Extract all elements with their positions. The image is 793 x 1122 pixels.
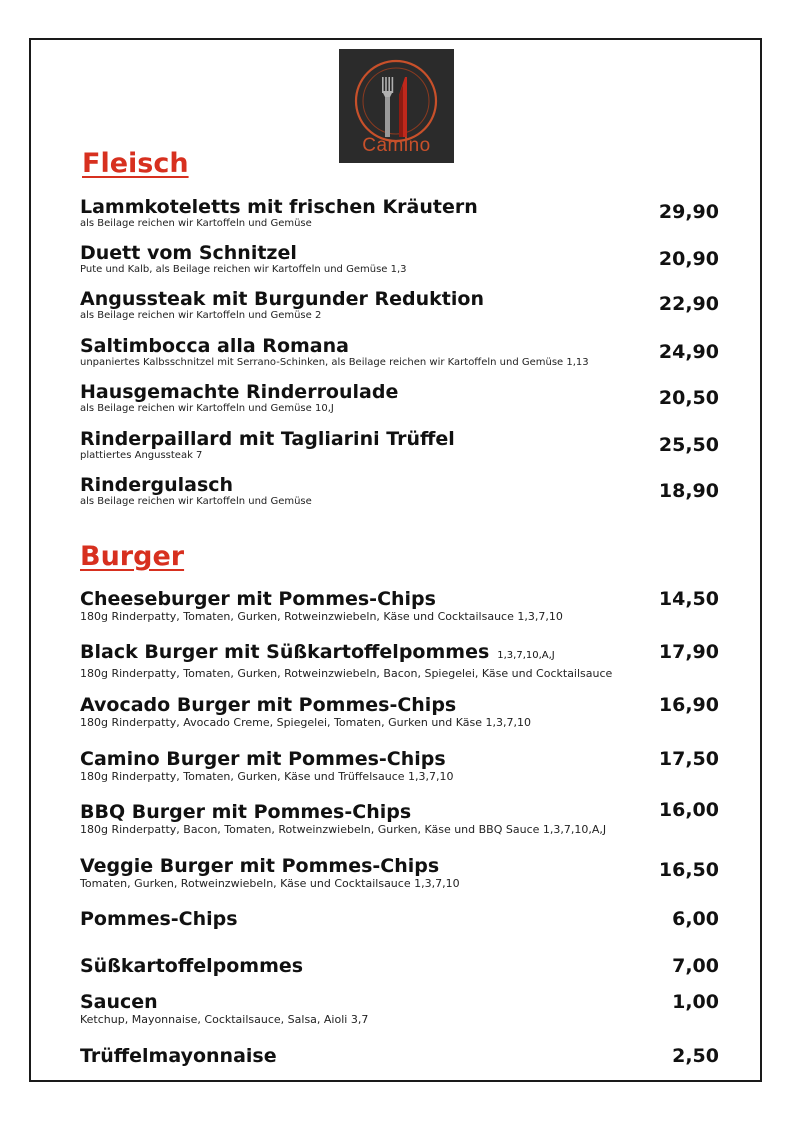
menu-item (80, 1045, 725, 1067)
menu-item (80, 855, 725, 891)
menu-item-name-text: Avocado Burger mit Pommes-Chips (80, 694, 457, 716)
menu-item-name-text: Black Burger mit Süßkartoffelpommes (80, 641, 490, 663)
menu-item-name-text: Hausgemachte Rinderroulade (80, 381, 399, 403)
menu-item-name-text: Lammkoteletts mit frischen Kräutern (80, 196, 478, 218)
section-title-burger: Burger (80, 541, 185, 572)
menu-item-name (80, 588, 725, 610)
menu-item-price: 20,50 (658, 387, 719, 409)
menu-item-price: 6,00 (672, 908, 719, 930)
menu-item-description: 180g Rinderpatty, Tomaten, Gurken, Käse und Trüffelsauce 1,3,7,10 (80, 770, 454, 783)
menu-item-name-text: Duett vom Schnitzel (80, 242, 297, 264)
menu-item-description: unpaniertes Kalbsschnitzel mit Serrano-Schinken, als Beilage reichen wir Kartoffeln und Gemüse 1,13 (80, 357, 589, 368)
menu-item-name-text: Angussteak mit Burgunder Reduktion (80, 288, 484, 310)
menu-item-description: Ketchup, Mayonnaise, Cocktailsauce, Salsa, Aioli 3,7 (80, 1013, 369, 1026)
menu-item-description: 180g Rinderpatty, Tomaten, Gurken, Rotweinzwiebeln, Käse und Cocktailsauce 1,3,7,10 (80, 610, 563, 623)
menu-item-price: 1,00 (672, 991, 719, 1013)
menu-item-price: 16,00 (658, 799, 719, 821)
menu-item-name-text: Pommes-Chips (80, 908, 238, 930)
menu-item (80, 335, 725, 369)
menu-item-price: 16,90 (658, 694, 719, 716)
menu-item (80, 991, 725, 1027)
menu-item-description: 180g Rinderpatty, Avocado Creme, Spiegelei, Tomaten, Gurken und Käse 1,3,7,10 (80, 716, 531, 729)
menu-item-name (80, 1045, 725, 1067)
menu-item-name (80, 288, 725, 310)
section-title-fleisch: Fleisch (82, 148, 189, 179)
menu-item (80, 242, 725, 276)
menu-item-description: 180g Rinderpatty, Tomaten, Gurken, Rotweinzwiebeln, Bacon, Spiegelei, Käse und Cocktailsauce (80, 667, 613, 680)
menu-item-description: plattiertes Angussteak 7 (80, 450, 203, 461)
menu-item-name-text: Rinderpaillard mit Tagliarini Trüffel (80, 428, 455, 450)
menu-item-name (80, 991, 725, 1013)
menu-item-price: 17,90 (658, 641, 719, 663)
menu-item (80, 474, 725, 508)
menu-item-price: 17,50 (658, 748, 719, 770)
menu-item (80, 641, 725, 681)
menu-item-name (80, 694, 725, 716)
menu-item-price: 29,90 (658, 201, 719, 223)
menu-item-name-text: Rindergulasch (80, 474, 234, 496)
menu-item-name-text: Saucen (80, 991, 158, 1013)
menu-item-name (80, 801, 725, 823)
menu-item (80, 955, 725, 977)
menu-item-name-text: Camino Burger mit Pommes-Chips (80, 748, 446, 770)
menu-item-description: Pute und Kalb, als Beilage reichen wir Kartoffeln und Gemüse 1,3 (80, 264, 407, 275)
logo-text: Camino (362, 135, 431, 156)
menu-item (80, 694, 725, 730)
menu-item-description: als Beilage reichen wir Kartoffeln und Gemüse 2 (80, 310, 322, 321)
menu-item-name-text: Cheeseburger mit Pommes-Chips (80, 588, 436, 610)
menu-item-description: 180g Rinderpatty, Bacon, Tomaten, Rotweinzwiebeln, Gurken, Käse und BBQ Sauce 1,3,7,10,A,J (80, 823, 607, 836)
menu-item (80, 801, 725, 837)
menu-item-price: 14,50 (658, 588, 719, 610)
menu-item-name-text: Veggie Burger mit Pommes-Chips (80, 855, 440, 877)
menu-item-price: 2,50 (672, 1045, 719, 1067)
menu-item-description: als Beilage reichen wir Kartoffeln und Gemüse (80, 218, 312, 229)
menu-item-name (80, 335, 725, 357)
menu-item (80, 908, 725, 930)
menu-item-name-text: Trüffelmayonnaise (80, 1045, 277, 1067)
menu-item-description: als Beilage reichen wir Kartoffeln und Gemüse (80, 496, 312, 507)
menu-item-price: 18,90 (658, 480, 719, 502)
menu-item-price: 22,90 (658, 293, 719, 315)
menu-item-name (80, 908, 725, 930)
menu-item-price: 7,00 (672, 955, 719, 977)
menu-item-price: 25,50 (658, 434, 719, 456)
menu-item-name (80, 641, 725, 667)
menu-item-price: 20,90 (658, 248, 719, 270)
menu-item (80, 748, 725, 784)
camino-logo (339, 49, 454, 163)
menu-item (80, 196, 725, 230)
menu-item-name-text: Saltimbocca alla Romana (80, 335, 349, 357)
menu-item-name (80, 381, 725, 403)
menu-item-name (80, 428, 725, 450)
menu-item-name (80, 855, 725, 877)
menu-item-price: 16,50 (658, 859, 719, 881)
menu-item (80, 381, 725, 415)
menu-item-name (80, 748, 725, 770)
menu-item-name (80, 474, 725, 496)
menu-item (80, 288, 725, 322)
menu-item-name-text: Süßkartoffelpommes (80, 955, 304, 977)
menu-item (80, 588, 725, 624)
menu-item (80, 428, 725, 462)
menu-item-allergens: 1,3,7,10,A,J (497, 650, 555, 661)
menu-item-price: 24,90 (658, 341, 719, 363)
menu-item-description: als Beilage reichen wir Kartoffeln und Gemüse 10,J (80, 403, 334, 414)
menu-item-name (80, 242, 725, 264)
menu-item-description: Tomaten, Gurken, Rotweinzwiebeln, Käse und Cocktailsauce 1,3,7,10 (80, 877, 460, 890)
menu-item-name (80, 955, 725, 977)
menu-item-name-text: BBQ Burger mit Pommes-Chips (80, 801, 412, 823)
menu-item-name (80, 196, 725, 218)
